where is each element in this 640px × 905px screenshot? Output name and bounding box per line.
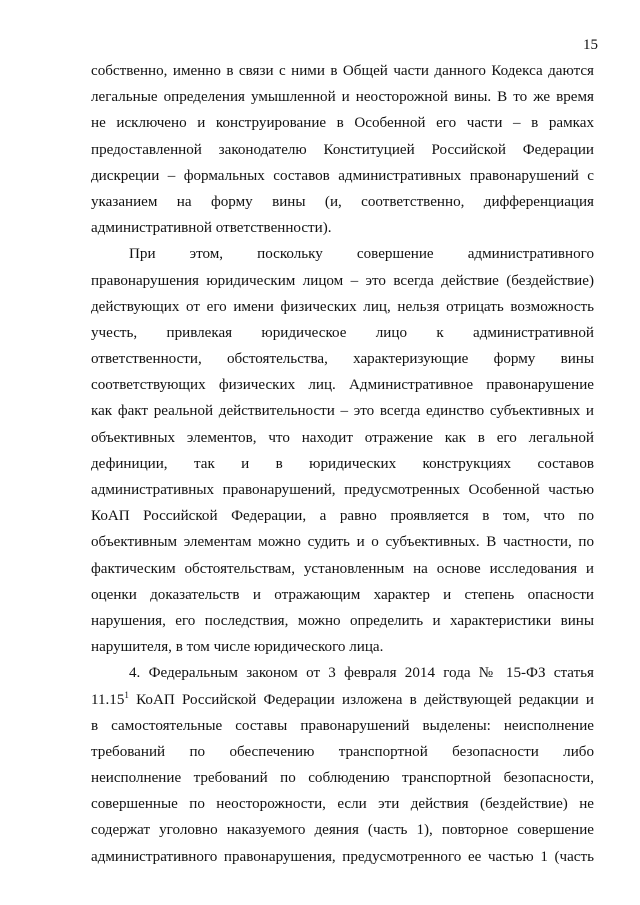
- article-number: 11.15: [91, 691, 125, 708]
- page-number: 15: [583, 37, 598, 53]
- text-line: 4. Федеральным законом от 3 февраля 2014 года № 15-ФЗ статья: [129, 665, 594, 682]
- text-line: дефиниции, так и в юридических конструкциях составов: [91, 455, 594, 472]
- text-line: требований по обеспечению транспортной безопасности либо: [91, 743, 594, 760]
- text-line: легальные определения умышленной и неосторожной вины. В то же время: [91, 89, 594, 106]
- text-line-with-article: [91, 687, 594, 713]
- text-line: в самостоятельные составы правонарушений выделены: неисполнение: [91, 717, 594, 734]
- text-line: неисполнение требований по соблюдению транспортной безопасности,: [91, 770, 594, 787]
- text-line: совершенные по неосторожности, если эти действия (бездействие) не: [91, 796, 594, 813]
- text-line: предоставленной законодателю Конституцией Российской Федерации: [91, 141, 594, 158]
- text-line: содержат уголовно наказуемого деяния (часть 1), повторное совершение: [91, 822, 594, 839]
- text-line: фактическим обстоятельствам, установленным на основе исследования и: [91, 560, 594, 577]
- body-text: [91, 58, 594, 870]
- text-line: объективным элементам можно судить и о субъективных. В частности, по: [91, 534, 594, 551]
- text-line: указанием на форму вины (и, соответственно, дифференциация: [91, 193, 594, 210]
- text-line: действующих от его имени физических лиц, нельзя отрицать возможность: [91, 298, 594, 315]
- text-line: нарушителя, в том числе юридического лица.: [91, 639, 384, 656]
- text-line: административной ответственности).: [91, 220, 332, 237]
- text-line: учесть, привлекая юридическое лицо к административной: [91, 324, 594, 341]
- text-line: соответствующих физических лиц. Административное правонарушение: [91, 377, 594, 394]
- text-line: не исключено и конструирование в Особенной его части – в рамках: [91, 115, 594, 132]
- text-line: собственно, именно в связи с ними в Общей части данного Кодекса даются: [91, 63, 594, 79]
- text-line: КоАП Российской Федерации, а равно проявляется в том, что по: [91, 508, 594, 525]
- text-line: как факт реальной действительности – это всегда единство субъективных и: [91, 403, 594, 420]
- text-line: ответственности, обстоятельства, характеризующие форму вины: [91, 351, 594, 368]
- text-line: административного правонарушения, предусмотренного ее частью 1 (часть: [91, 848, 594, 865]
- text-line-rest: КоАП Российской Федерации изложена в действующей редакции и: [136, 691, 594, 708]
- text-line: нарушения, его последствия, можно определить и характеристики вины: [91, 612, 594, 629]
- text-line: дискреции – формальных составов административных правонарушений с: [91, 167, 594, 184]
- text-line: При этом, поскольку совершение административного: [129, 246, 594, 263]
- text-line: объективных элементов, что находит отражение как в его легальной: [91, 429, 594, 446]
- text-line: оценки доказательств и отражающим характер и степень опасности: [91, 586, 594, 603]
- text-line: административных правонарушений, предусмотренных Особенной частью: [91, 482, 594, 498]
- article-superscript: 1: [124, 689, 129, 700]
- text-line: правонарушения юридическим лицом – это всегда действие (бездействие): [91, 272, 594, 289]
